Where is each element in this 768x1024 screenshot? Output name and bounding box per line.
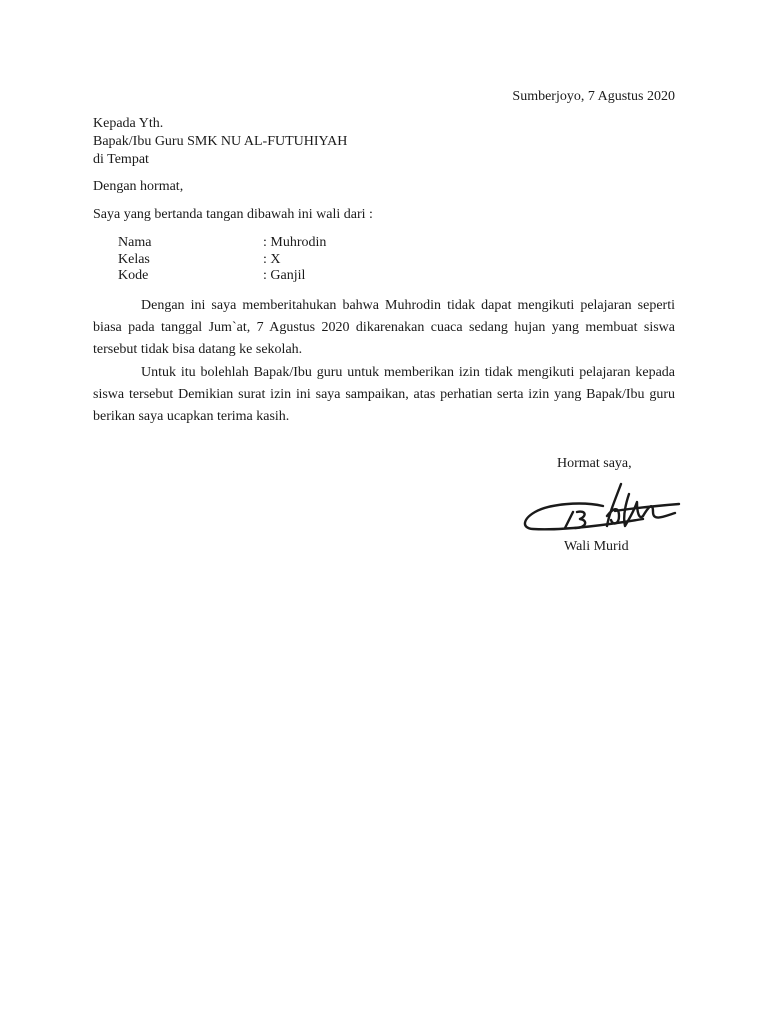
- greeting: Dengan hormat,: [93, 179, 184, 194]
- student-identity: [118, 235, 326, 285]
- recipient-line-1: Kepada Yth.: [93, 116, 164, 131]
- intro-line: Saya yang bertanda tangan dibawah ini wali dari :: [93, 207, 373, 222]
- identity-row-nama: [118, 235, 326, 252]
- identity-label: Kode: [118, 268, 149, 283]
- recipient-line-3: di Tempat: [93, 152, 149, 167]
- identity-value: : Ganjil: [263, 268, 306, 283]
- body-paragraph-1: Dengan ini saya memberitahukan bahwa Muhrodin tidak dapat mengikuti pelajaran seperti biasa pada tanggal Jum`at, 7 Agustus 2020 dikarenakan cuaca sedang hujan yang membuat siswa tersebut tidak bisa datang ke sekolah.: [93, 298, 675, 357]
- identity-value: : X: [263, 251, 281, 267]
- identity-row-kelas: [118, 252, 326, 269]
- identity-value: : Muhrodin: [263, 235, 327, 250]
- identity-label: Kelas: [118, 251, 150, 267]
- recipient-block: [93, 115, 347, 169]
- identity-label: Nama: [118, 235, 152, 250]
- identity-row-kode: [118, 268, 326, 285]
- signer-title: Wali Murid: [564, 539, 629, 554]
- recipient-line-2: Bapak/Ibu Guru SMK NU AL-FUTUHIYAH: [93, 134, 348, 149]
- body-paragraph-2: Untuk itu bolehlah Bapak/Ibu guru untuk memberikan izin tidak mengikuti pelajaran kepada siswa tersebut Demikian surat izin ini saya sampaikan, atas perhatian serta izin yang Bapak/Ibu guru berikan saya ucapkan terima kasih.: [93, 365, 675, 424]
- closing-salutation: Hormat saya,: [557, 456, 632, 471]
- place-date: Sumberjoyo, 7 Agustus 2020: [512, 89, 675, 104]
